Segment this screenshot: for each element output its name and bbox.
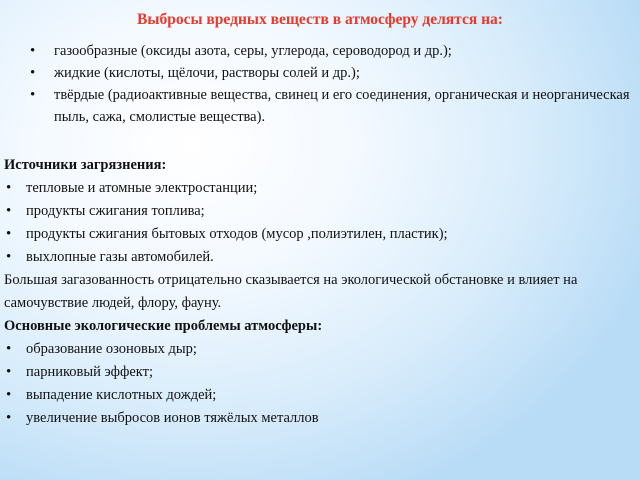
sources-heading: Источники загрязнения: [4,157,167,173]
bullet-icon: • [6,249,12,265]
bullet-icon: • [6,226,12,242]
list-item: • твёрдые (радиоактивные вещества, свинец и его соединения, органическая и неорганическая пыль, сажа, смолистые вещества). [30,84,630,128]
list-item: • увеличение выбросов ионов тяжёлых металлов [4,407,634,430]
bullet-icon: • [6,341,12,357]
bullet-icon: • [6,180,12,196]
list-item: • продукты сжигания бытовых отходов (мусор ,полиэтилен, пластик); [4,223,634,246]
list-item: • выхлопные газы автомобилей. [4,246,634,269]
problems-heading: Основные экологические проблемы атмосферы: [4,318,323,334]
list-item: • продукты сжигания топлива; [4,200,634,223]
list-item: • парниковый эффект; [4,361,634,384]
list-item: • жидкие (кислоты, щёлочи, растворы солей и др.); [30,62,630,84]
bullet-icon: • [6,364,12,380]
list-item: • тепловые и атомные электростанции; [4,177,634,200]
slide-title: Выбросы вредных веществ в атмосферу делятся на: [137,11,503,28]
bullet-icon: • [30,43,36,59]
bullet-icon: • [6,410,12,426]
bullet-icon: • [6,203,12,219]
bullet-icon: • [30,87,36,103]
emissions-list [30,40,630,128]
body-paragraph: Большая загазованность отрицательно сказывается на экологической обстановке и влияет на самочувствие людей, флору, фауну. [4,272,578,311]
bullet-icon: • [30,65,36,81]
list-item: • выпадение кислотных дождей; [4,384,634,407]
sources-list [4,177,634,269]
list-item: • газообразные (оксиды азота, серы, углерода, сероводород и др.); [30,40,630,62]
bullet-icon: • [6,387,12,403]
list-item: • образование озоновых дыр; [4,338,634,361]
problems-list [4,338,634,430]
content-block [4,154,634,430]
